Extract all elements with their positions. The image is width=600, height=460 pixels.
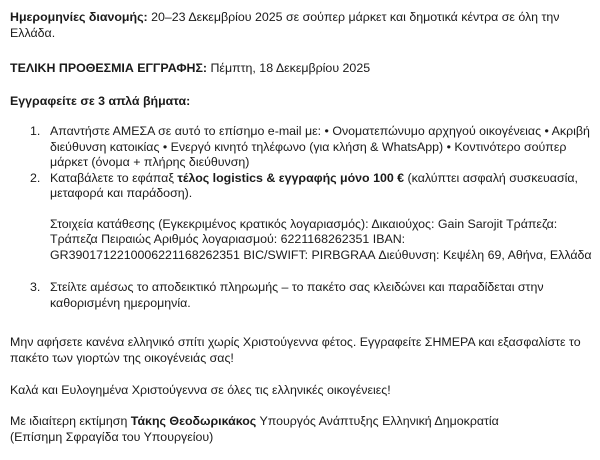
bank-details: Στοιχεία κατάθεσης (Εγκεκριμένος κρατικός λογαριασμός): Δικαιούχος: Gain Sarojit Τράπεζα: Τράπεζα Πειραιώς Αριθμός λογαριασμού: 6221168262351 IBAN: GR3901712210006221168262351 BIC/SWIFT: PIRBGRAA Διεύθυνση: Κεψέλη 69, Αθήνα, Ελλάδα [50, 216, 592, 262]
signature-name: Τάκης Θεοδωρικάκος [130, 414, 257, 428]
distribution-dates-label: Ημερομηνίες διανομής: [10, 10, 148, 24]
signature-block [10, 414, 594, 445]
christmas-greeting: Καλά και Ευλογημένα Χριστούγεννα σε όλες τις ελληνικές οικογένειες! [10, 383, 391, 397]
step-number: 1. [30, 124, 41, 138]
deadline-label: ΤΕΛΙΚΗ ΠΡΟΘΕΣΜΙΑ ΕΓΓΡΑΦΗΣ: [10, 61, 208, 75]
steps-list [10, 124, 594, 311]
step-text: Απαντήστε ΑΜΕΣΑ σε αυτό το επίσημο e-mail με: • Ονοματεπώνυμο αρχηγού οικογένειας • Ακριβή διεύθυνση κατοικίας • Ενεργό κινητό τηλέφωνο (για κλήση & WhatsApp) • Κοντινότερο σούπερ μάρκετ (όνομα + πλήρης διεύθυνση) [50, 124, 590, 169]
list-item [10, 171, 594, 264]
step-text: Στείλτε αμέσως το αποδεικτικό πληρωμής – το πακέτο σας κλειδώνει και παραδίδεται στην καθορισμένη ημερομηνία. [50, 280, 544, 310]
signature-intro: Με ιδιαίτερη εκτίμηση [10, 414, 131, 428]
step-text: Καταβάλετε το εφάπαξ τέλος logistics & εγγραφής μόνο 100 € (καλύπτει ασφαλή συσκευασία, μεταφορά και παράδοση). [50, 170, 578, 200]
deadline-paragraph [10, 61, 594, 77]
steps-heading: Εγγραφείτε σε 3 απλά βήματα: [10, 94, 191, 108]
fee-amount: τέλος logistics & εγγραφής μόνο 100 € [177, 170, 405, 185]
distribution-dates-paragraph [10, 10, 594, 41]
list-item [10, 124, 594, 171]
distribution-dates-text: 20–23 Δεκεμβρίου 2025 σε σούπερ μάρκετ και δημοτικά κέντρα σε όλη την Ελλάδα. [10, 10, 560, 40]
closing-paragraph: Μην αφήσετε κανένα ελληνικό σπίτι χωρίς Χριστούγεννα φέτος. Εγγραφείτε ΣΗΜΕΡΑ και εξασφαλίστε το πακέτο των γιορτών της οικογένειάς σας! [10, 335, 581, 365]
list-item [10, 280, 594, 311]
seal-note: (Επίσημη Σφραγίδα του Υπουργείου) [10, 429, 214, 444]
signature-title: Υπουργός Ανάπτυξης Ελληνική Δημοκρατία [256, 414, 499, 428]
deadline-text: Πέμπτη, 18 Δεκεμβρίου 2025 [207, 61, 371, 75]
step-number: 3. [30, 280, 41, 294]
step-number: 2. [30, 170, 41, 185]
